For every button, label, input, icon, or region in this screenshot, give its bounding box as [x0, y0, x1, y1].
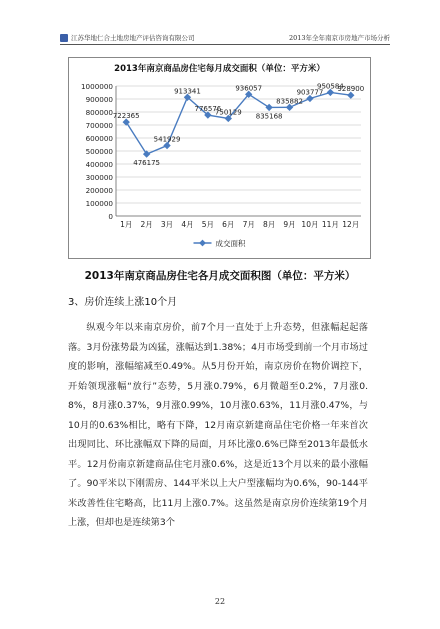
y-tick-label: 1000000 — [80, 82, 113, 91]
x-tick-label: 6月 — [222, 220, 235, 229]
page-header — [60, 34, 390, 46]
y-tick-label: 600000 — [85, 134, 113, 143]
x-tick-label: 4月 — [181, 220, 194, 229]
y-tick-label: 900000 — [85, 95, 113, 104]
header-report-title: 2013年全年南京市房地产市场分析 — [288, 34, 390, 42]
x-tick-label: 1月 — [120, 220, 133, 229]
data-label: 541929 — [153, 135, 181, 144]
data-label: 476175 — [133, 159, 160, 168]
data-label: 750129 — [214, 108, 242, 117]
y-tick-label: 800000 — [85, 108, 113, 117]
x-tick-label: 2月 — [140, 220, 153, 229]
figure-caption: 2013年南京商品房住宅各月成交面积图（单位：平方米） — [84, 270, 356, 282]
data-label: 950584 — [317, 82, 344, 91]
data-label: 936057 — [235, 84, 263, 93]
x-tick-label: 8月 — [262, 220, 276, 229]
y-tick-label: 100000 — [85, 199, 113, 208]
legend-label: 成交面积 — [215, 239, 246, 248]
header-company-name: 江苏华地仁合土地房地产评估咨询有限公司 — [71, 34, 195, 42]
page-number: 22 — [214, 597, 226, 606]
x-tick-label: 7月 — [242, 220, 255, 229]
x-tick-label: 3月 — [160, 220, 174, 229]
data-label: 722365 — [112, 112, 140, 121]
body-paragraph: 纵观今年以来南京房价，前7个月一直处于上升态势，但涨幅起起落落。3月份涨势最为凶猛，涨幅达到1.38%；4月市场受到前一个月市场过度的影响，涨幅缩减至0.49%。从5月份开始，南京房价在物价调控下，开始领现涨幅“放行”态势，5月涨0.79%，6月微超至0.2%，7月涨0.8%，8月涨0.37%，9月涨0.99%，10月涨0.63%，11月涨0.47%，与10月的0.63%相比，略有下降，12月南京新建商品住宅价格一年来首次出现同比、环比涨幅双下降的局面，月环比涨0.6%已降至2013年最低水平。12月份南京新建商品住宅月涨0.6%，这是近13个月以来的最小涨幅了。90平米以下刚需房、144平米以上大户型涨幅均为0.6%，90-144平米改善性住宅略高，比11月上涨0.7%。这虽然是南京房价连续第19个月上涨，但却也是连续第3个 — [68, 322, 368, 528]
data-label: 835882 — [276, 97, 303, 106]
x-tick-label: 5月 — [201, 220, 215, 229]
y-tick-label: 0 — [108, 212, 113, 221]
x-tick-label: 9月 — [283, 220, 296, 229]
data-label: 903777 — [296, 88, 324, 97]
chart-title: 2013年南京商品房住宅每月成交面积（单位：平方米） — [114, 64, 325, 74]
x-tick-label: 12月 — [342, 220, 360, 229]
y-tick-label: 700000 — [85, 121, 113, 130]
section-heading: 3、房价连续上涨10个月 — [68, 297, 178, 308]
company-logo-icon — [60, 34, 68, 42]
x-tick-label: 11月 — [321, 220, 339, 229]
data-label: 913341 — [174, 87, 201, 96]
data-label: 776576 — [194, 105, 222, 114]
header-rule — [60, 44, 390, 45]
monthly-area-line-chart — [68, 57, 371, 259]
y-tick-label: 200000 — [85, 186, 113, 195]
y-tick-label: 400000 — [85, 160, 113, 169]
data-label: 928900 — [337, 85, 365, 94]
y-tick-label: 300000 — [85, 173, 113, 182]
data-label: 835168 — [255, 112, 283, 121]
x-tick-label: 10月 — [301, 220, 319, 229]
y-tick-label: 500000 — [85, 147, 113, 156]
